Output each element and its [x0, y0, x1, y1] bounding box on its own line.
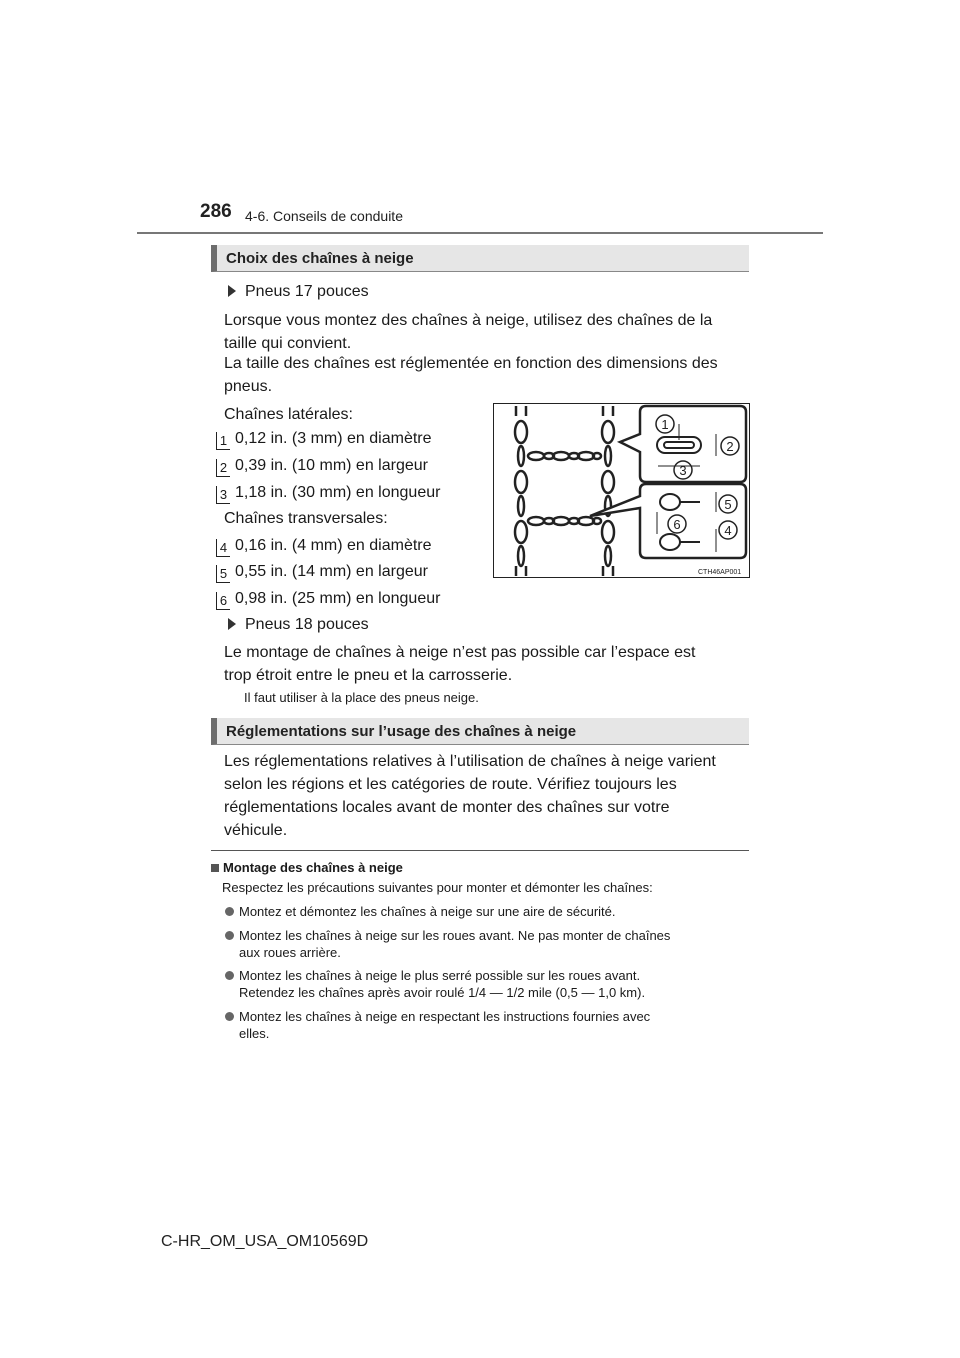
mounting-intro: Respectez les précautions suivantes pour monter et démonter les chaînes:	[222, 880, 653, 895]
tire-18-line-2: trop étroit entre le pneu et la carrosserie.	[224, 667, 513, 684]
svg-text:2: 2	[726, 439, 734, 454]
snow-chain-illustration	[493, 403, 750, 578]
intro-line-3: La taille des chaînes est réglementée en fonction des dimensions des	[224, 355, 718, 372]
arrow-icon	[228, 285, 236, 297]
regulations-line-2: selon les régions et les catégories de route. Vérifiez toujours les	[224, 776, 677, 793]
tire-17-item	[228, 280, 369, 303]
intro-line-1: Lorsque vous montez des chaînes à neige, utilisez des chaînes de la	[224, 312, 713, 329]
cross-item-6	[216, 587, 440, 610]
svg-text:1: 1	[661, 417, 669, 432]
chain-diagram	[494, 404, 748, 576]
bullet-4-line-1: Montez les chaînes à neige en respectant les instructions fournies avec	[239, 1009, 651, 1024]
bullet-dot-icon	[225, 907, 234, 916]
bullet-2-line-2: aux roues arrière.	[239, 945, 341, 960]
mounting-bullet-4	[211, 1008, 749, 1042]
bullet-3-line-2: Retendez les chaînes après avoir roulé 1/4 — 1/2 mile (0,5 — 1,0 km).	[239, 985, 646, 1000]
cross-item-4	[216, 534, 432, 557]
document-code: C-HR_OM_USA_OM10569D	[161, 1233, 369, 1250]
arrow-icon	[228, 618, 236, 630]
side-item-3-text: 1,18 in. (30 mm) en longueur	[235, 484, 441, 501]
figure-code: CTH46AP001	[698, 569, 742, 576]
section-title: Réglementations sur l’usage des chaînes à neige	[226, 723, 577, 740]
callout-5: 5	[216, 565, 230, 583]
mounting-bullet-2	[211, 927, 749, 961]
bullet-1-line-1: Montez et démontez les chaînes à neige sur une aire de sécurité.	[239, 904, 616, 919]
section-bar-chain-choice	[211, 245, 749, 272]
header-divider	[137, 232, 823, 234]
side-item-1-text: 0,12 in. (3 mm) en diamètre	[235, 430, 432, 447]
callout-6: 6	[216, 592, 230, 610]
cross-item-6-text: 0,98 in. (25 mm) en longueur	[235, 590, 441, 607]
bullet-3-line-1: Montez les chaînes à neige le plus serré possible sur les roues avant.	[239, 968, 641, 983]
section-heading: 4-6. Conseils de conduite	[245, 208, 403, 224]
side-chains-label: Chaînes latérales:	[224, 406, 353, 423]
tire-18-label: Pneus 18 pouces	[245, 616, 369, 633]
mounting-title: Montage des chaînes à neige	[223, 860, 403, 875]
section-title: Choix des chaînes à neige	[226, 250, 414, 267]
bullet-4-line-2: elles.	[239, 1026, 270, 1041]
page-number: 286	[200, 201, 232, 222]
tire-17-label: Pneus 17 pouces	[245, 283, 369, 300]
tire-18-note: Il faut utiliser à la place des pneus neige.	[244, 690, 479, 705]
square-bullet-icon	[211, 864, 219, 872]
side-item-3	[216, 481, 440, 504]
intro-line-2: taille qui convient.	[224, 335, 352, 352]
regulations-line-3: réglementations locales avant de monter des chaînes sur votre	[224, 799, 670, 816]
side-item-1	[216, 427, 432, 450]
svg-text:4: 4	[724, 523, 732, 538]
tire-18-line-1: Le montage de chaînes à neige n’est pas possible car l’espace est	[224, 644, 696, 661]
section-bar-regulations	[211, 718, 749, 745]
side-item-2	[216, 454, 428, 477]
cross-item-5-text: 0,55 in. (14 mm) en largeur	[235, 563, 428, 580]
notes-divider	[211, 850, 749, 851]
svg-text:6: 6	[673, 517, 681, 532]
callout-3: 3	[216, 486, 230, 504]
side-item-2-text: 0,39 in. (10 mm) en largeur	[235, 457, 428, 474]
svg-text:3: 3	[679, 463, 687, 478]
callout-4: 4	[216, 539, 230, 557]
cross-item-4-text: 0,16 in. (4 mm) en diamètre	[235, 537, 432, 554]
callout-1: 1	[216, 432, 230, 450]
regulations-line-1: Les réglementations relatives à l’utilisation de chaînes à neige varient	[224, 753, 716, 770]
bullet-dot-icon	[225, 1012, 234, 1021]
callout-2: 2	[216, 459, 230, 477]
bullet-dot-icon	[225, 971, 234, 980]
mounting-bullet-1	[211, 903, 749, 920]
intro-line-4: pneus.	[224, 378, 273, 395]
mounting-heading	[211, 860, 403, 875]
tire-18-item	[228, 613, 369, 636]
svg-text:5: 5	[724, 497, 732, 512]
cross-chains-label: Chaînes transversales:	[224, 510, 388, 527]
regulations-line-4: véhicule.	[224, 822, 288, 839]
mounting-bullet-3	[211, 967, 749, 1001]
bullet-2-line-1: Montez les chaînes à neige sur les roues avant. Ne pas monter de chaînes	[239, 928, 671, 943]
cross-item-5	[216, 560, 428, 583]
bullet-dot-icon	[225, 931, 234, 940]
